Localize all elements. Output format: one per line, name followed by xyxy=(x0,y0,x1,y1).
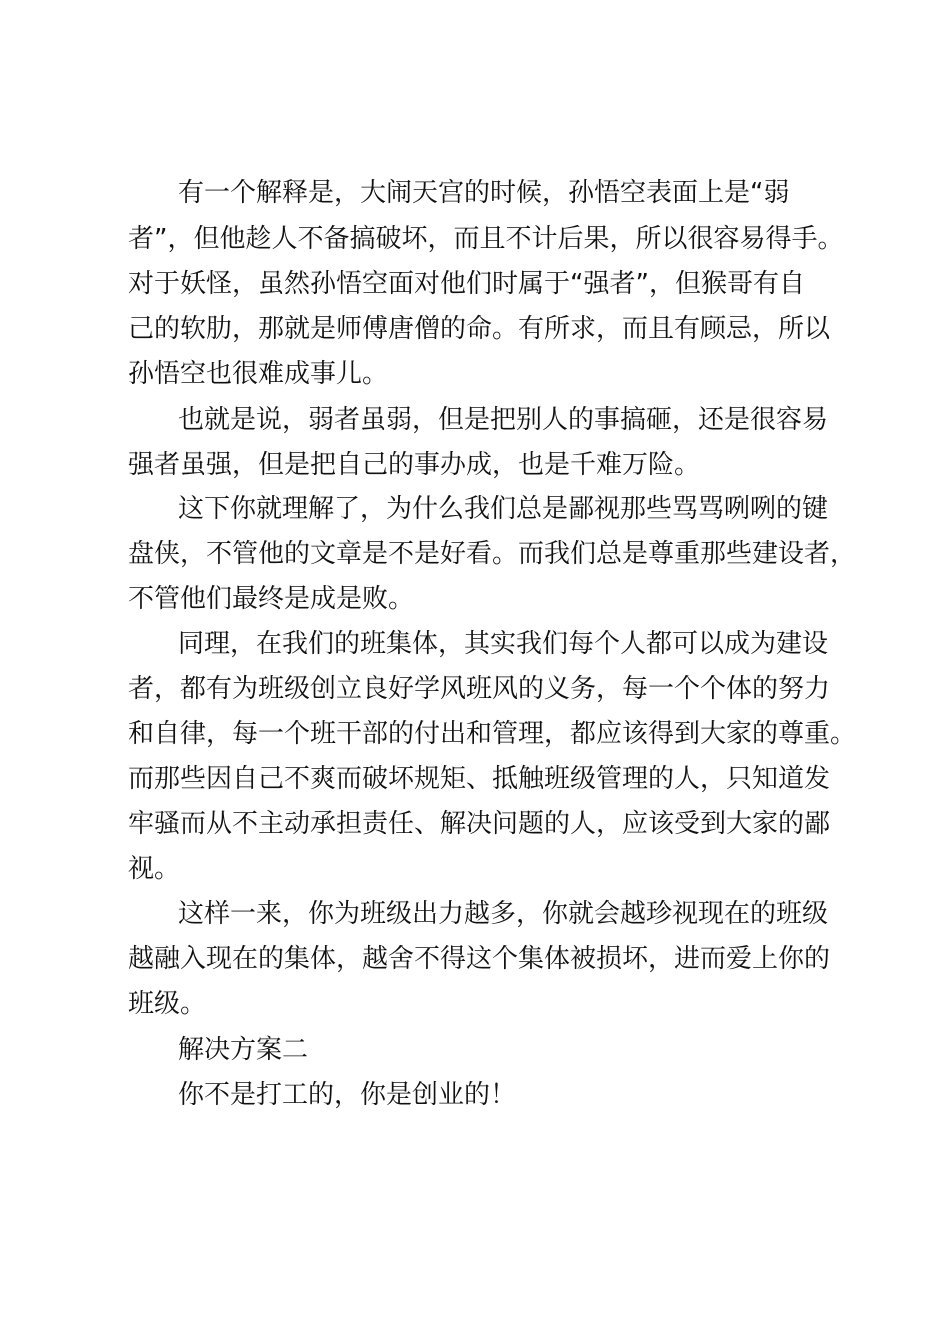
text-line: 有一个解释是，大闹天宫的时候，孙悟空表面上是“弱 xyxy=(178,178,790,208)
text-line: 孙悟空也很难成事儿。 xyxy=(128,359,389,389)
text-line: 者，都有为班级创立良好学风班风的义务，每一个个体的努力 xyxy=(128,674,831,704)
text-line: 越融入现在的集体，越舍不得这个集体被损坏，进而爱上你的 xyxy=(128,944,831,974)
text-line: 盘侠，不管他的文章是不是好看。而我们总是尊重那些建设者， xyxy=(128,539,857,569)
text-line: 强者虽强，但是把自己的事办成，也是千难万险。 xyxy=(128,450,701,480)
text-line: 你不是打工的，你是创业的！ xyxy=(178,1080,517,1110)
text-line: 这下你就理解了，为什么我们总是鄙视那些骂骂咧咧的键 xyxy=(178,494,829,524)
text-line: 对于妖怪，虽然孙悟空面对他们时属于“强者”，但猴哥有自 xyxy=(128,269,805,299)
text-line: 视。 xyxy=(128,854,181,884)
text-line: 而那些因自己不爽而破坏规矩、抵触班级管理的人，只知道发 xyxy=(128,764,831,794)
text-line: 不管他们最终是成是败。 xyxy=(128,584,415,614)
text-line: 这样一来，你为班级出力越多，你就会越珍视现在的班级 xyxy=(178,899,829,929)
text-line: 者”，但他趁人不备搞破坏，而且不计后果，所以很容易得手。 xyxy=(128,224,844,254)
section-heading: 解决方案二 xyxy=(178,1035,309,1065)
text-line: 同理，在我们的班集体，其实我们每个人都可以成为建设 xyxy=(178,629,829,659)
text-line: 也就是说，弱者虽弱，但是把别人的事搞砸，还是很容易 xyxy=(178,405,829,435)
text-line: 班级。 xyxy=(128,989,207,1019)
text-line: 和自律，每一个班干部的付出和管理，都应该得到大家的尊重。 xyxy=(128,719,857,749)
text-line: 己的软肋，那就是师傅唐僧的命。有所求，而且有顾忌，所以 xyxy=(128,314,831,344)
text-line: 牢骚而从不主动承担责任、解决问题的人，应该受到大家的鄙 xyxy=(128,809,831,839)
